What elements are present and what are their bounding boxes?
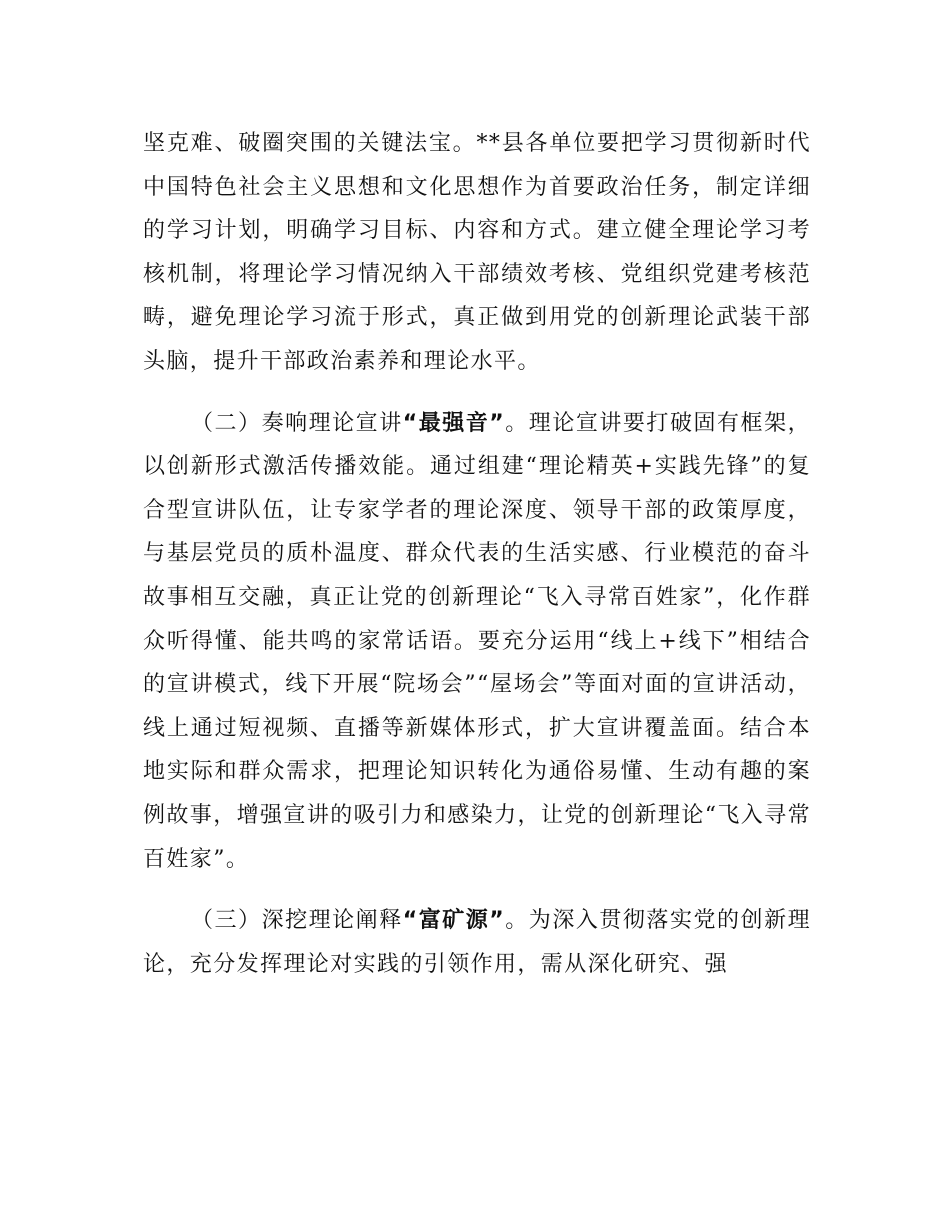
document-body	[143, 122, 811, 986]
section-2-prefix: （二）奏响理论宣讲	[191, 410, 403, 436]
paragraph-1: 坚克难、破圈突围的关键法宝。**县各单位要把学习贯彻新时代中国特色社会主义思想和文化思想作为首要政治任务，制定详细的学习计划，明确学习目标、内容和方式。建立健全理论学习考核机制，将理论学习情况纳入干部绩效考核、党组织党建考核范畴，避免理论学习流于形式，真正做到用党的创新理论武装干部头脑，提升干部政治素养和理论水平。	[143, 131, 811, 374]
section-2-body: 。理论宣讲要打破固有框架，以创新形式激活传播效能。通过组建“理论精英+实践先锋”的复合型宣讲队伍，让专家学者的理论深度、领导干部的政策厚度，与基层党员的质朴温度、群众代表的生活实感、行业模范的奋斗故事相互交融，真正让党的创新理论“飞入寻常百姓家”，化作群众听得懂、能共鸣的家常话语。要充分运用“线上+线下”相结合的宣讲模式，线下开展“院场会”“屋场会”等面对面的宣讲活动，线上通过短视频、直播等新媒体形式，扩大宣讲覆盖面。结合本地实际和群众需求，把理论知识转化为通俗易懂、生动有趣的案例故事，增强宣讲的吸引力和感染力，让党的创新理论“飞入寻常百姓家”。	[143, 410, 811, 872]
section-3-paragraph	[143, 899, 811, 986]
section-3-highlight: “富矿源”	[402, 908, 506, 934]
section-3-body: 。为深入贯彻落实党的创新理论，充分发挥理论对实践的引领作用，需从深化研究、强	[143, 908, 811, 977]
section-2-highlight: “最强音”	[402, 410, 506, 436]
section-2-paragraph	[143, 402, 811, 882]
section-3-prefix: （三）深挖理论阐释	[191, 908, 403, 934]
